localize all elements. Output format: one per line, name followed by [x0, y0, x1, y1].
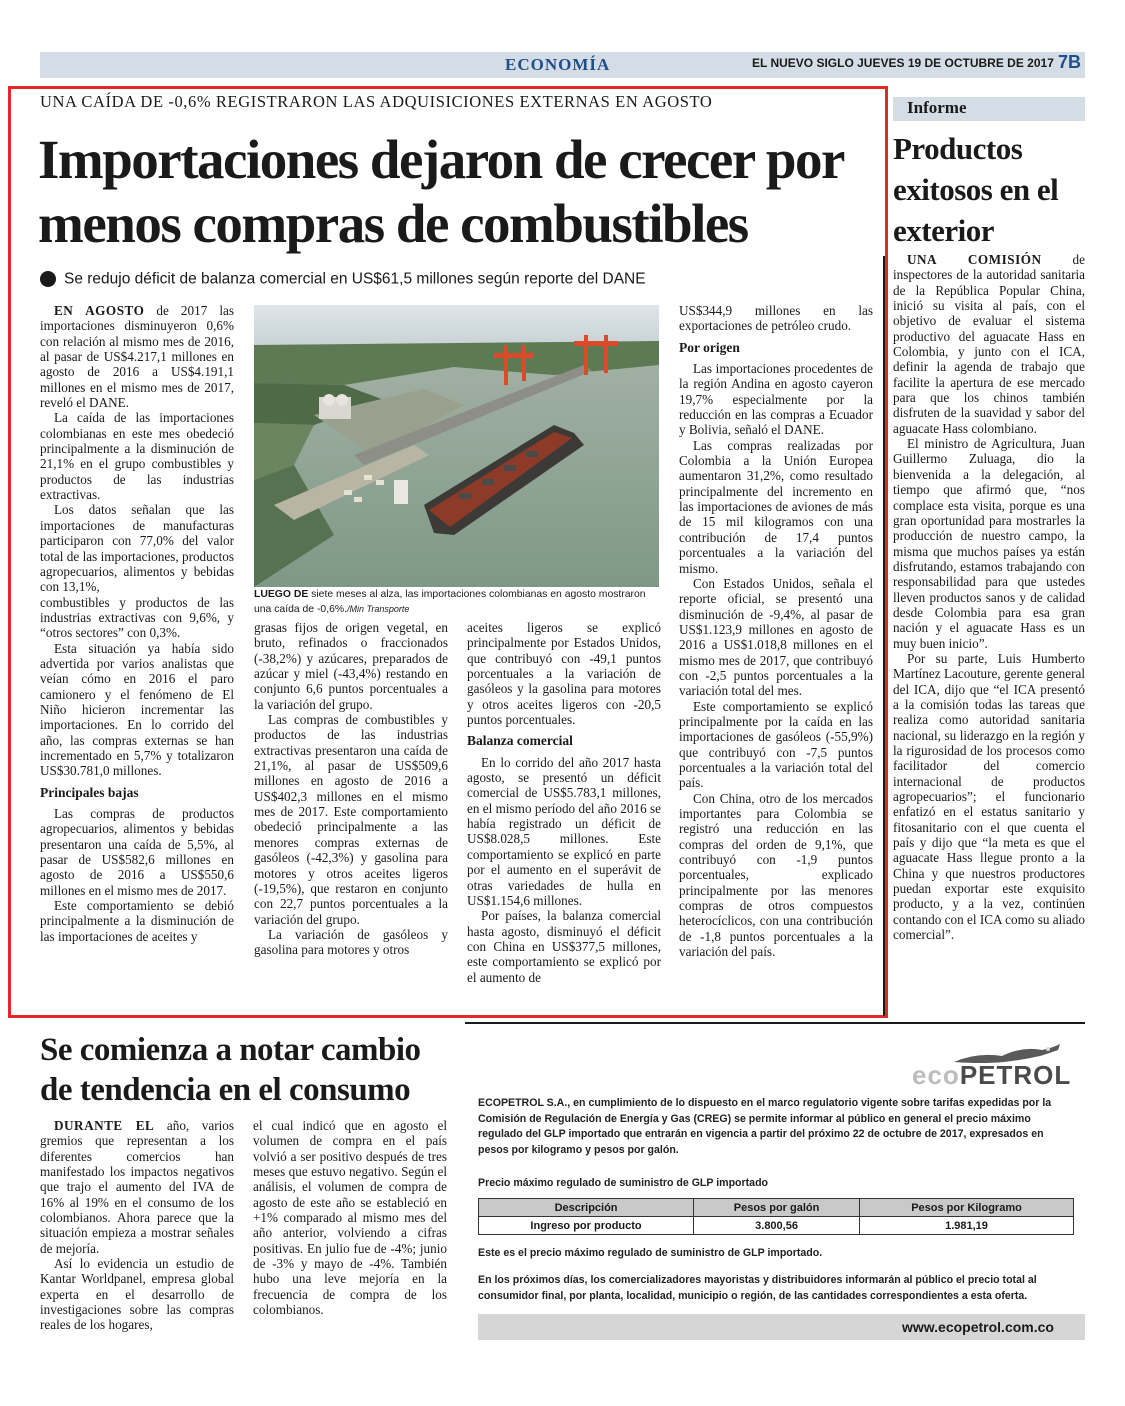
- paragraph: Las importaciones procedentes de la región Andina en agosto cayeron 19,7% especialmente por la reducción en las compras a Ecuador y Bolivia, señaló el DANE.: [679, 361, 873, 438]
- table-cell: 1.981,19: [860, 1217, 1074, 1235]
- paragraph: Por su parte, Luis Humberto Martínez Lacouture, gerente general del ICA, dijo que “el ICA presentó a la comisión todas las tareas que realiza como autoridad sanitaria nacional, su liderazgo en la región y la rigurosidad de los procesos como facilitador del comercio internacional de productos agropecuarios”; el funcionario enfatizó en el estatus sanitario y fitosanitario con el que cuenta el país y dijo que “la meta es que el aguacate Hass llegue pronto a la China y que nuestros productores puedan exportar este exquisito producto, y a la vez, continúen contando con el ICA como su aliado comercial”.: [893, 650, 1085, 943]
- paragraph: Las compras de combustibles y productos de las industrias extractivas presentaron una caída de 21,1%, al pasar de US$509,6 millones en agosto de 2016 a US$402,3 millones en el mismo mes de 2017. Este comportamiento obedeció principalmente a las menores compras externas de gasóleos (-42,3%) y gasolina para motores y otros aceites ligeros (-19,5%), que restaron en conjunto con 22,7 puntos porcentuales a la variación del grupo.: [254, 712, 448, 927]
- paragraph-text: de 2017 las importaciones disminuyeron 0,6% con relación al mismo mes de 2016, al pasar de US$4.217,1 millones en agosto de 2016 a US$4.191,1 millones en el mismo mes de 2017, reveló el DANE.: [40, 303, 234, 411]
- paragraph: combustibles y productos de las industrias extractivas con 9,6%, y “otros sectores” con 0,3%.: [40, 594, 234, 641]
- photo-credit: /Min Transporte: [347, 604, 410, 614]
- photo-caption: [254, 588, 659, 617]
- paragraph: La variación de gasóleos y gasolina para motores y otros: [254, 926, 448, 958]
- subheading: Principales bajas: [40, 784, 139, 800]
- paragraph: Por países, la balanza comercial hasta agosto, disminuyó el déficit con China en US$377,5 millones, este comportamiento se explicó por el aumento de: [467, 908, 661, 985]
- ad-url: www.ecopetrol.com.co: [902, 1319, 1054, 1335]
- article-column-4: [679, 303, 873, 959]
- lead-in: DURANTE EL: [54, 1118, 155, 1133]
- article-kicker: UNA CAÍDA DE -0,6% REGISTRARON LAS ADQUISICIONES EXTERNAS EN AGOSTO: [40, 92, 713, 111]
- article-column-3: [467, 620, 661, 985]
- table-header: Pesos por Kilogramo: [860, 1199, 1074, 1217]
- subheading: Balanza comercial: [467, 733, 573, 749]
- lead-in: UNA COMISIÓN: [907, 252, 1042, 267]
- sidebar-divider: [883, 256, 885, 1016]
- paragraph: En lo corrido del año 2017 hasta agosto, se presentó un déficit comercial de US$5.783,1 millones, en el mismo período del año 2016 se había registrado un déficit de US$8.028,5 millones. Este comportamiento se explicó en parte por el aumento en el superávit de otras variedades de hulla en US$1.154,6 millones.: [467, 754, 661, 908]
- ad-intro: ECOPETROL S.A., en cumplimiento de lo dispuesto en el marco regulatorio vigente sobre tarifas expedidas por la Comisión de Regulación de Energía y Gas (CREG) se permite informar al público en general el precio máximo regulado del GLP importado que entrarán en vigencia a partir del próximo 22 de octubre de 2017, expresados en pesos por kilogramo y pesos por galón.: [478, 1097, 1052, 1156]
- paragraph: grasas fijos de origen vegetal, en bruto, refinados o fraccionados (-38,2%) y azúcares, preparados de azúcar y miel (-43,4%) restando en conjunto 6,6 puntos porcentuales a la variación del grupo.: [254, 620, 448, 712]
- logo-petrol: PETROL: [959, 1060, 1072, 1090]
- subheading: Por origen: [679, 339, 740, 355]
- caption-text: siete meses al alza, las importaciones colombianas en agosto mostraron una caída de -0,6%.: [254, 589, 646, 615]
- paragraph: Con China, otro de los mercados importantes para Colombia se registró una reducción en las compras del orden de 9,1%, que contribuyó con -1,9 puntos porcentuales, explicado principalmente por las menores compras de otros compuestos heterocíclicos, con una contribución de -1,8 puntos porcentuales a la variación del país.: [679, 790, 873, 960]
- table-header: Descripción: [479, 1199, 694, 1217]
- second-article-column-1: [40, 1118, 234, 1333]
- bullet-icon: [40, 271, 56, 287]
- paragraph-text: año, varios gremios que representan a los diferentes comercios han manifestado los impactos negativos que trajo el aumento del IVA de 16% al 19% en el consumo de los colombianos. Ahora parece que la situación empieza a mostrar señales de mejoría.: [40, 1118, 234, 1256]
- article-column-1: [40, 303, 234, 944]
- paragraph: [40, 1118, 234, 1256]
- second-article-column-2: [253, 1118, 447, 1317]
- article-summary: Se redujo déficit de balanza comercial en US$61,5 millones según reporte del DANE: [64, 270, 646, 288]
- paragraph: [40, 303, 234, 410]
- paragraph: Este comportamiento se debió principalmente a la disminución de las importaciones de aceites y: [40, 898, 234, 944]
- paragraph: Así lo evidencia un estudio de Kantar Worldpanel, empresa global experta en el desarrollo de investigaciones sobre las compras reales de los hogares,: [40, 1256, 234, 1333]
- ad-note: En los próximos días, los comercializadores mayoristas y distribuidores informarán al público el precio total al consumidor final, por planta, localidad, municipio o región, de las cantidades correspondientes a esta oferta.: [478, 1274, 1037, 1302]
- table-header: Pesos por galón: [694, 1199, 860, 1217]
- paragraph: Las compras realizadas por Colombia a la Unión Europea aumentaron 31,2%, como resultado principalmente del incremento en las importaciones de aviones de más de 15 mil kilogramos con una contribución de 17,4 puntos porcentuales a la variación del mismo.: [679, 437, 873, 576]
- table-cell: Ingreso por producto: [479, 1217, 694, 1235]
- paragraph: Las compras de productos agropecuarios, alimentos y bebidas presentaron una caída de 5,5%, al pasar de US$582,6 millones en agosto de 2016 a US$550,6 millones en el mismo mes de 2017.: [40, 806, 234, 898]
- table-cell: 3.800,56: [694, 1217, 860, 1235]
- paragraph: Con Estados Unidos, señala el reporte oficial, se presentó una disminución de -9,4%, al pasar de US$1.123,9 millones en agosto de 2016 a US$1.018,8 millones en el mismo mes de 2017, que contribuyó con -2,5 puntos porcentuales a la variación total del mes.: [679, 575, 873, 699]
- section-name: ECONOMÍA: [505, 55, 611, 74]
- ad-note: Este es el precio máximo regulado de suministro de GLP importado.: [478, 1247, 823, 1259]
- table-header-row: [479, 1199, 1074, 1217]
- article-title: Importaciones dejaron de crecer por menos compras de combustibles: [38, 129, 843, 254]
- price-table: [478, 1198, 1074, 1235]
- paragraph: [893, 252, 1085, 436]
- paragraph: Este comportamiento se explicó principalmente por la caída en las importaciones de gasóleos (-55,9%) que contribuyó con -7,5 puntos porcentuales a la variación total del país.: [679, 698, 873, 791]
- sidebar-kicker: Informe: [907, 98, 967, 117]
- port-photo: [254, 305, 659, 587]
- logo-eco: eco: [912, 1060, 960, 1090]
- ad-table-title: Precio máximo regulado de suministro de GLP importado: [478, 1177, 769, 1189]
- paragraph: US$344,9 millones en las exportaciones de petróleo crudo.: [679, 303, 873, 334]
- lead-in: EN AGOSTO: [54, 303, 145, 318]
- paragraph: aceites ligeros se explicó principalmente por Estados Unidos, que contribuyó con -49,1 puntos porcentuales a la variación de gasóleos y la gasolina para motores y otros aceites ligeros con -20,5 puntos porcentuales.: [467, 620, 661, 728]
- paper-date: EL NUEVO SIGLO JUEVES 19 DE OCTUBRE DE 2017: [752, 56, 1054, 70]
- sidebar-body: [893, 252, 1085, 942]
- paragraph: el cual indicó que en agosto el volumen de compra en el país volvió a ser positivo después de tres meses que estuvo negativo. Según el análisis, el volumen de compra de agosto de este año se estableció en +1% comparado al mismo mes del año anterior, volviendo a cifras positivas. En julio fue de -4%; junio de -3% y mayo de -4%. También hubo una leve mejoría en la frecuencia de compra de los colombianos.: [253, 1118, 447, 1318]
- paragraph: Los datos señalan que las importaciones de manufacturas participaron con 77,0% del valor total de las importaciones, productos agropecuarios, alimentos y bebidas con 13,1%,: [40, 502, 234, 595]
- second-article-title: Se comienza a notar cambio de tendencia en el consumo: [40, 1032, 421, 1108]
- paragraph: La caída de las importaciones colombianas en este mes obedeció principalmente a la disminución de 21,1% en el grupo combustibles y productos de las industrias extractivas.: [40, 410, 234, 503]
- paragraph: Esta situación ya había sido advertida por varios analistas que veían cómo en 2016 el paro camionero y el fenómeno de El Niño hicieron incrementar las importaciones. En lo corrido del año, las compras externas se han incrementado en 5,7% y totalizaron US$30.781,0 millones.: [40, 640, 234, 779]
- paragraph-text: de inspectores de la autoridad sanitaria de la República Popular China, inició su visita al país, con el objetivo de evaluar el sistema productivo del aguacate Hass en Colombia, y junto con el ICA, definir la agenda de trabajo que facilite la apertura de ese mercado para que los chinos también disfruten de la suavidad y sabor del aguacate Hass colombiano.: [893, 252, 1085, 436]
- paragraph: El ministro de Agricultura, Juan Guillermo Zuluaga, dio la bienvenida a la delegación, al tiempo que afirmó que, “nos complace esta visita, porque es una gran oportunidad para mostrarles la producción de nuestro campo, la misma que muchos países ya están disfrutando, estamos trabajando con responsabilidad para que ustedes lleven productos sanos y de calidad desde Colombia para esa gran nación y el aguacate Hass es un muy buen inicio”.: [893, 436, 1085, 651]
- caption-lead: LUEGO DE: [254, 589, 309, 600]
- ecopetrol-logo: [912, 1060, 1071, 1091]
- sidebar-title: Productos exitosos en el exterior: [893, 131, 1059, 248]
- table-row: [479, 1217, 1074, 1235]
- page-number: 7B: [1058, 52, 1082, 72]
- article-column-2: [254, 620, 448, 958]
- article-summary-row: [40, 270, 646, 288]
